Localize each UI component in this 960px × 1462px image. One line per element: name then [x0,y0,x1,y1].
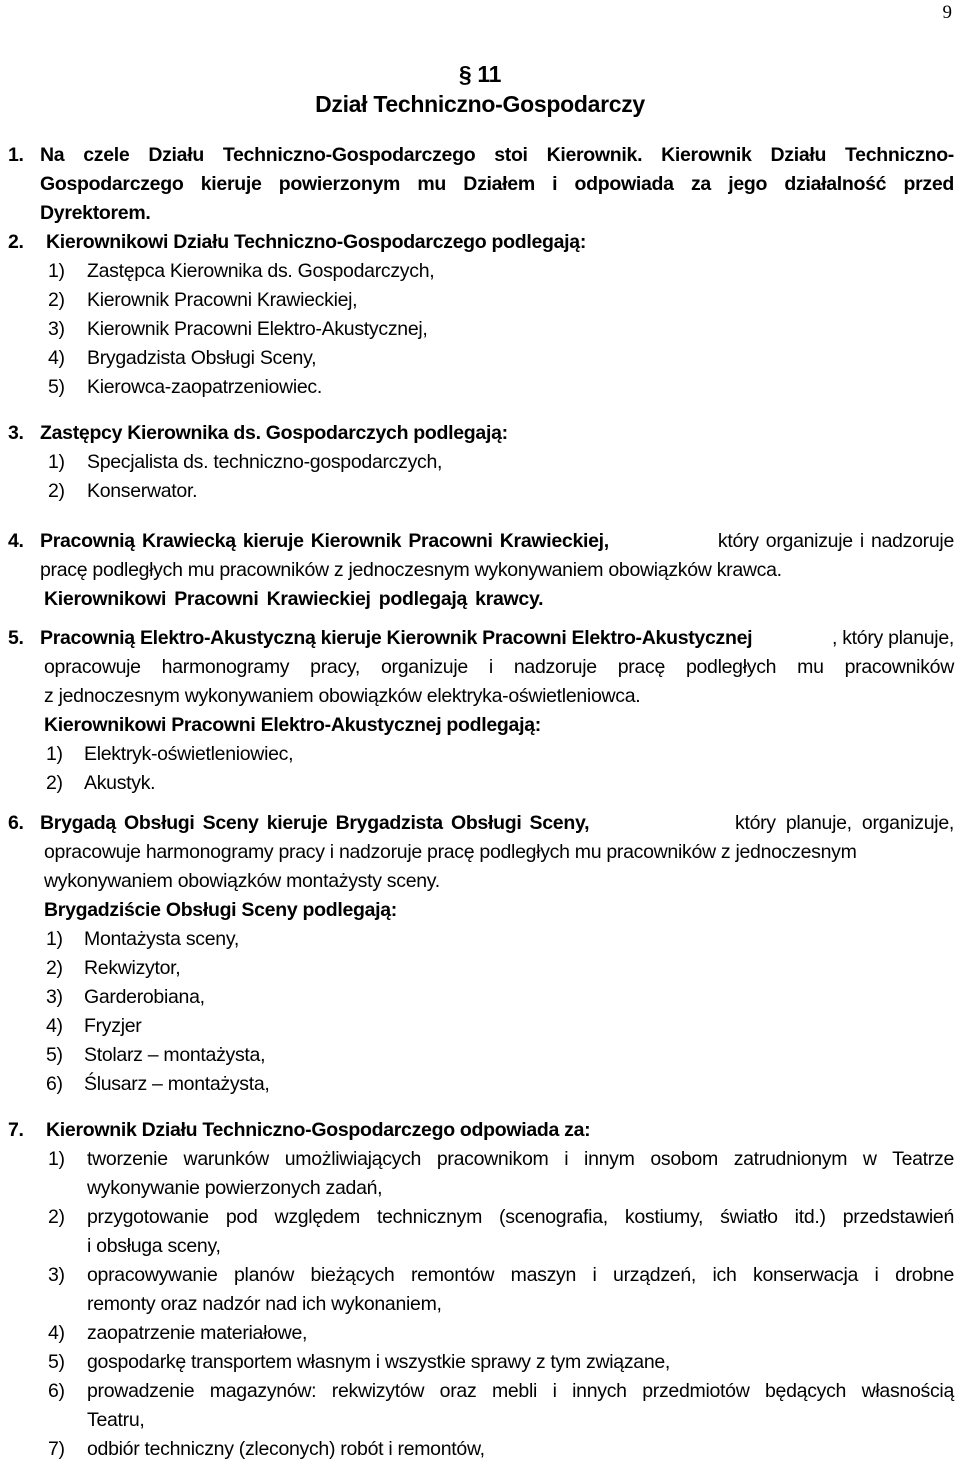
para-4-text: który organizuje i nadzoruje [717,530,954,552]
para-7-lead: Kierownik Działu Techniczno-Gospodarczego odpowiada za: [46,1119,591,1141]
para-2-item-number: 3) [48,318,65,340]
para-6-lead: Brygadziście Obsługi Sceny podlegają: [44,899,398,921]
para-2-item: Kierownik Pracowni Krawieckiej, [87,289,358,311]
para-7-item-number: 3) [48,1264,65,1286]
para-3-item-number: 2) [48,480,65,502]
para-3-item: Konserwator. [87,480,198,502]
para-6-item-number: 6) [46,1073,63,1095]
para-2-item-number: 5) [48,376,65,398]
para-5-item-number: 1) [46,743,63,765]
para-7-item-number: 5) [48,1351,65,1373]
para-3-item: Specjalista ds. techniczno-gospodarczych, [87,451,443,473]
para-6-item: Garderobiana, [84,986,205,1008]
para-5-lead: Kierownikowi Pracowni Elektro-Akustycznej podlegają: [44,714,541,736]
para-6-item: Stolarz – montażysta, [84,1044,266,1066]
para-7-item-number: 1) [48,1148,65,1170]
para-5-bold-text: Pracownią Elektro-Akustyczną kieruje Kierownik Pracowni Elektro-Akustycznej [40,627,753,649]
para-5-item: Elektryk-oświetleniowiec, [84,743,294,765]
para-4-line-2: pracę podległych mu pracowników z jednoczesnym wykonywaniem obowiązków krawca. [40,559,782,581]
section-title: Dział Techniczno-Gospodarczy [315,91,645,117]
para-5-number: 5. [8,627,24,649]
para-2-item: Zastępca Kierownika ds. Gospodarczych, [87,260,435,282]
para-2-item: Brygadzista Obsługi Sceny, [87,347,317,369]
para-7-item-number: 6) [48,1380,65,1402]
para-7-item: przygotowanie pod względem technicznym (scenografia, kostiumy, światło itd.) przedstawień [87,1206,954,1228]
para-2-lead: Kierownikowi Działu Techniczno-Gospodarczego podlegają: [46,231,587,253]
para-1-line-1: Na czele Działu Techniczno-Gospodarczego stoi Kierownik. Kierownik Działu Techniczno- [40,144,954,166]
para-5-line-2: opracowuje harmonogramy pracy, organizuje i nadzoruje pracę podległych mu pracowników [44,656,954,678]
para-7-item-number: 7) [48,1438,65,1460]
section-number: § 11 [458,61,502,87]
para-6-item-number: 3) [46,986,63,1008]
para-7-item: prowadzenie magazynów: rekwizytów oraz mebli i innych przedmiotów będących własnością [87,1380,954,1402]
para-7-item: odbiór techniczny (zleconych) robót i remontów, [87,1438,485,1460]
para-1-line-2: Gospodarczego kieruje powierzonym mu Działem i odpowiada za jego działalność przed [40,173,954,195]
para-6-item-number: 5) [46,1044,63,1066]
para-6-item-number: 1) [46,928,63,950]
para-7-item-continuation: remonty oraz nadzór nad ich wykonaniem, [87,1293,442,1315]
para-7-number: 7. [8,1119,24,1141]
para-2-item-number: 4) [48,347,65,369]
para-5-line-3: z jednoczesnym wykonywaniem obowiązków elektryka-oświetleniowca. [44,685,641,707]
para-6-item: Rekwizytor, [84,957,181,979]
para-6-text: który planuje, organizuje, [735,812,954,834]
para-7-item-number: 4) [48,1322,65,1344]
para-6-bold-text: Brygadą Obsługi Sceny kieruje Brygadzista Obsługi Sceny, [40,812,590,834]
para-1-line-3: Dyrektorem. [40,202,151,224]
para-2-item-number: 2) [48,289,65,311]
para-3-item-number: 1) [48,451,65,473]
para-7-item: gospodarkę transportem własnym i wszystkie sprawy z tym związane, [87,1351,671,1373]
para-7-item-continuation: wykonywanie powierzonych zadań, [87,1177,383,1199]
para-4-bold-text: Pracownią Krawiecką kieruje Kierownik Pracowni Krawieckiej, [40,530,609,552]
page-number: 9 [942,2,952,23]
para-7-item-continuation: i obsługa sceny, [87,1235,221,1257]
para-5-item-number: 2) [46,772,63,794]
para-6-item: Ślusarz – montażysta, [84,1073,270,1095]
para-1-number: 1. [8,144,24,166]
para-4-number: 4. [8,530,24,552]
para-6-item: Montażysta sceny, [84,928,239,950]
para-7-item-continuation: Teatru, [87,1409,145,1431]
para-2-item: Kierowca-zaopatrzeniowiec. [87,376,322,398]
para-5-text: , który planuje, [831,627,954,649]
para-2-number: 2. [8,231,24,253]
para-2-item: Kierownik Pracowni Elektro-Akustycznej, [87,318,428,340]
para-7-item: opracowywanie planów bieżących remontów maszyn i urządzeń, ich konserwacja i drobne [87,1264,954,1286]
para-7-item: tworzenie warunków umożliwiających pracownikom i innym osobom zatrudnionym w Teatrze [87,1148,954,1170]
para-3-lead: Zastępcy Kierownika ds. Gospodarczych podlegają: [40,422,508,444]
para-4-line-3: Kierownikowi Pracowni Krawieckiej podlegają krawcy. [44,588,544,610]
para-5-item: Akustyk. [84,772,156,794]
para-6-item: Fryzjer [84,1015,142,1037]
para-6-line-3: wykonywaniem obowiązków montażysty sceny. [44,870,440,892]
para-7-item-number: 2) [48,1206,65,1228]
para-6-item-number: 2) [46,957,63,979]
para-2-item-number: 1) [48,260,65,282]
para-7-item: zaopatrzenie materiałowe, [87,1322,308,1344]
para-3-number: 3. [8,422,24,444]
para-6-item-number: 4) [46,1015,63,1037]
para-6-number: 6. [8,812,24,834]
para-6-line-2: opracowuje harmonogramy pracy i nadzoruje pracę podległych mu pracowników z jednoczesnym [44,841,857,863]
